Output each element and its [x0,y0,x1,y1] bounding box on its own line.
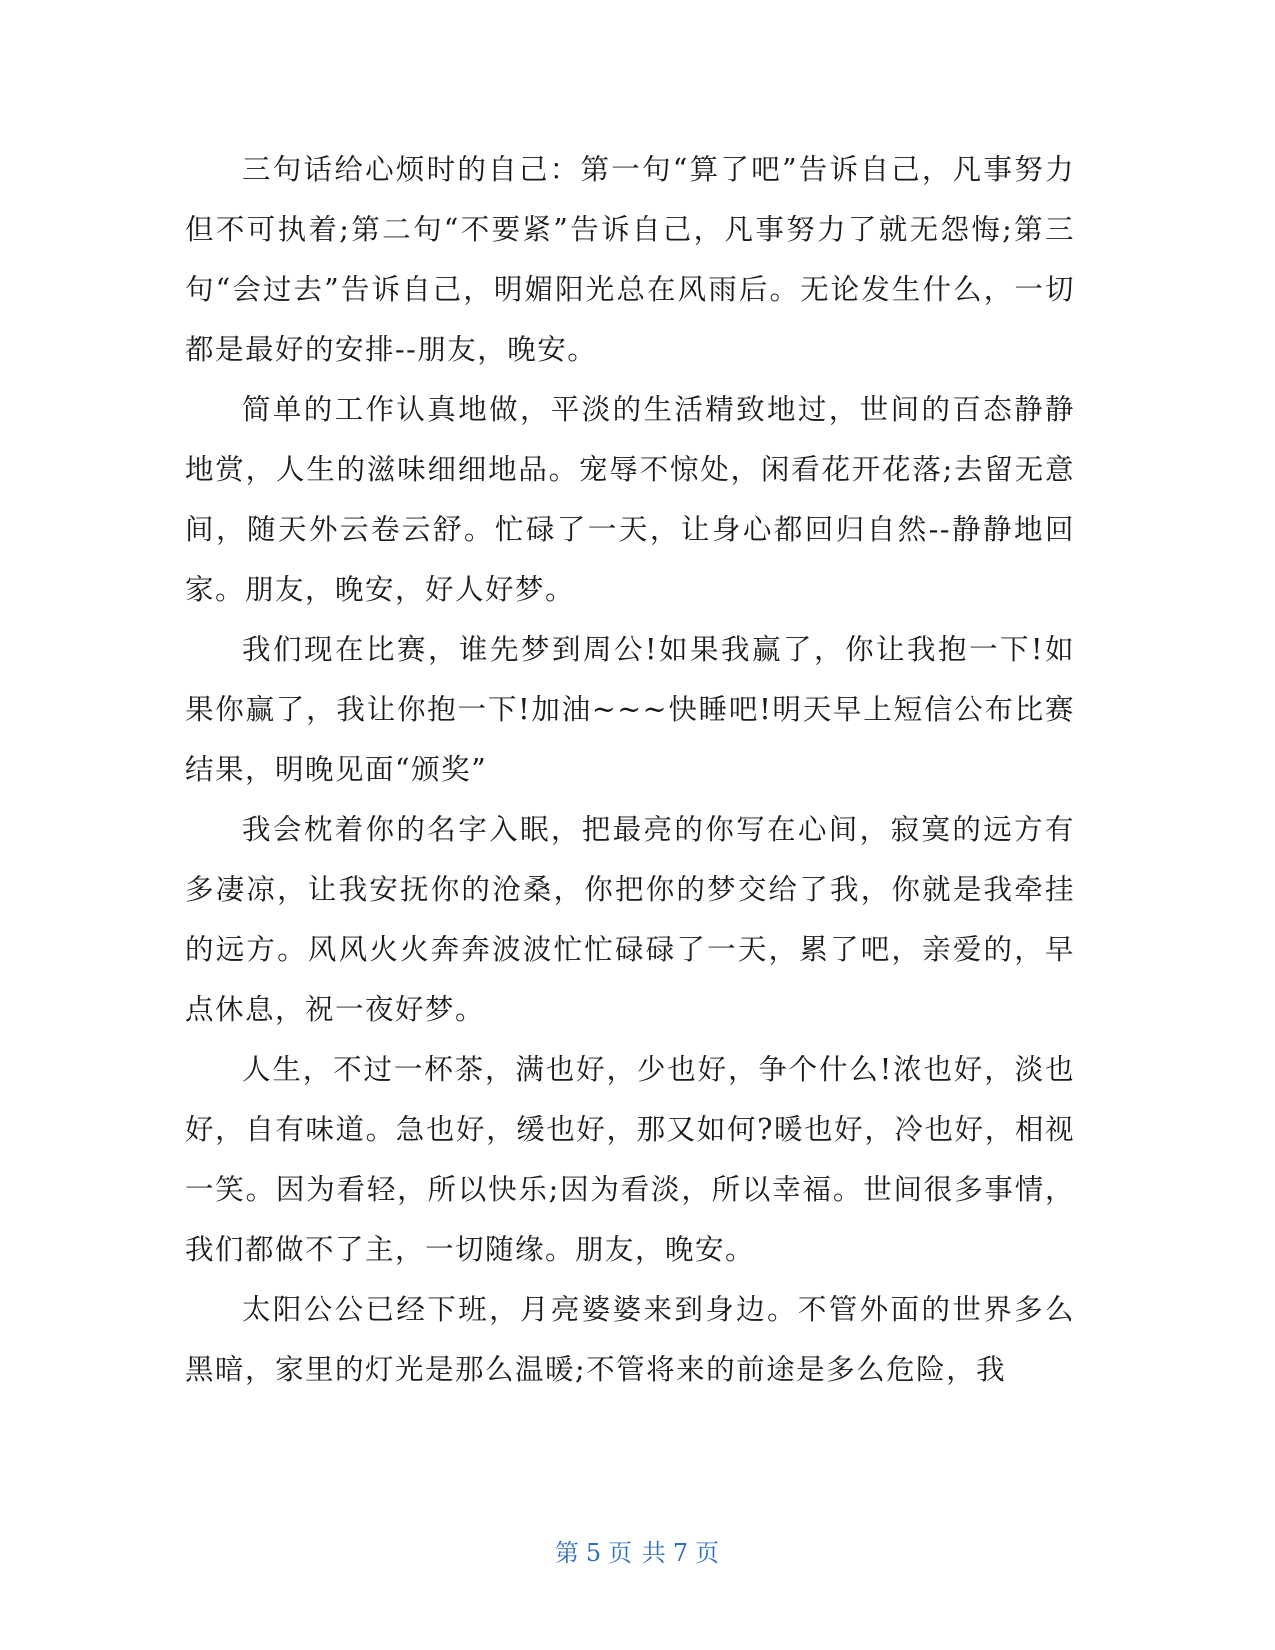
paragraph-3: 我们现在比赛，谁先梦到周公!如果我赢了，你让我抱一下!如果你赢了，我让你抱一下!加油~~~快睡吧!明天早上短信公布比赛结果，明晚见面“颁奖” [185,633,1075,786]
document-body [185,140,1075,1400]
footer-suffix: 页 [695,1539,721,1567]
paragraph-6: 太阳公公已经下班，月亮婆婆来到身边。不管外面的世界多么黑暗，家里的灯光是那么温暖;不管将来的前途是多么危险，我 [185,1293,1075,1386]
footer-middle: 页 共 [608,1539,667,1567]
footer-prefix: 第 [554,1539,580,1567]
footer-total-pages: 7 [672,1539,690,1567]
page-number-footer [0,1538,1275,1568]
paragraph-2: 简单的工作认真地做，平淡的生活精致地过，世间的百态静静地赏，人生的滋味细细地品。宠辱不惊处，闲看花开花落;去留无意间，随天外云卷云舒。忙碌了一天，让身心都回归自然--静静地回家。朋友，晚安，好人好梦。 [185,393,1075,606]
paragraph-1: 三句话给心烦时的自己：第一句“算了吧”告诉自己，凡事努力但不可执着;第二句“不要紧”告诉自己，凡事努力了就无怨悔;第三句“会过去”告诉自己，明媚阳光总在风雨后。无论发生什么，一切都是最好的安排--朋友，晚安。 [185,153,1075,366]
paragraph-4: 我会枕着你的名字入眠，把最亮的你写在心间，寂寞的远方有多凄凉，让我安抚你的沧桑，你把你的梦交给了我，你就是我牵挂的远方。风风火火奔奔波波忙忙碌碌了一天，累了吧，亲爱的，早点休息，祝一夜好梦。 [185,813,1075,1026]
paragraph-5: 人生，不过一杯茶，满也好，少也好，争个什么!浓也好，淡也好，自有味道。急也好，缓也好，那又如何?暖也好，冷也好，相视一笑。因为看轻，所以快乐;因为看淡，所以幸福。世间很多事情，我们都做不了主，一切随缘。朋友，晚安。 [185,1053,1075,1266]
footer-current-page: 5 [585,1539,603,1567]
